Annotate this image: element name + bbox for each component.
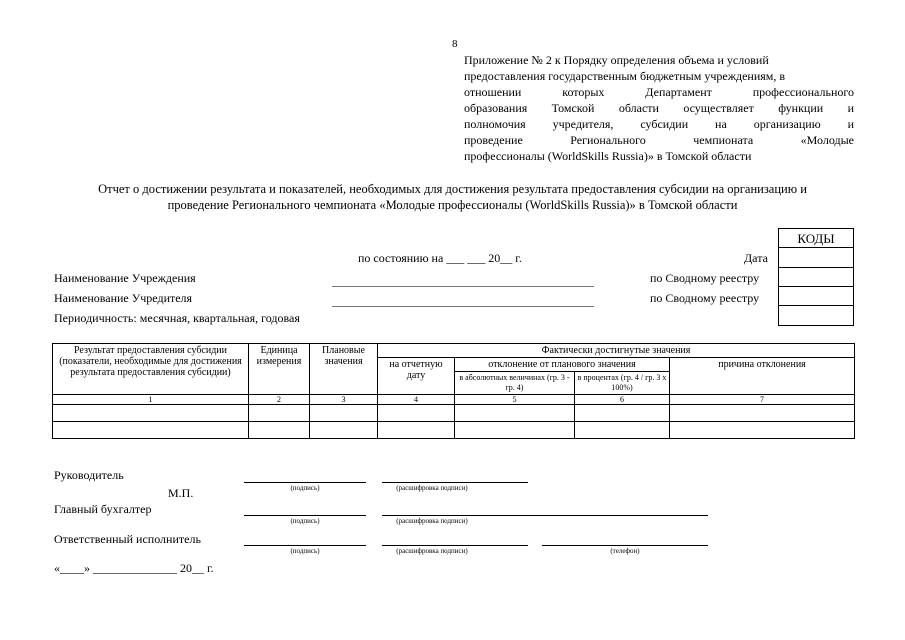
table-cell[interactable] xyxy=(455,422,575,439)
institution-label: Наименование Учреждения xyxy=(54,271,196,285)
appendix-header xyxy=(464,52,854,164)
decryption-caption: (расшифровка подписи) xyxy=(396,547,468,555)
header-deviation-abs: в абсолютных величинах (гр. 3 - гр. 4) xyxy=(455,372,575,395)
header-deviation-pct: в процентах (гр. 4 / гр. 3 х 100%) xyxy=(575,372,670,395)
column-numbers-row xyxy=(53,395,855,405)
appendix-line: образования Томской области осуществляет функции и xyxy=(464,101,854,115)
code-cell-date[interactable] xyxy=(778,247,854,268)
institution-field[interactable] xyxy=(332,286,594,287)
codes-header: КОДЫ xyxy=(778,228,854,248)
executor-phone-line[interactable] xyxy=(542,545,708,546)
executor-decryption-line[interactable] xyxy=(382,545,528,546)
decryption-caption: (расшифровка подписи) xyxy=(396,484,468,492)
table-cell[interactable] xyxy=(670,422,855,439)
accountant-decryption-line[interactable] xyxy=(382,515,708,516)
column-number: 6 xyxy=(575,395,670,405)
header-deviation: отклонение от планового значения xyxy=(455,358,670,372)
code-cell-periodicity[interactable] xyxy=(778,305,854,326)
appendix-line: профессионалы (WorldSkills Russia)» в Томской области xyxy=(464,149,752,163)
column-number: 3 xyxy=(310,395,378,405)
table-cell[interactable] xyxy=(53,422,249,439)
registry-label: по Сводному реестру xyxy=(650,291,760,305)
table-cell[interactable] xyxy=(455,405,575,422)
code-cell-institution[interactable] xyxy=(778,267,854,287)
signature-caption: (подпись) xyxy=(290,517,320,525)
signature-date: «____» ______________ 20__ г. xyxy=(54,561,214,575)
report-table xyxy=(52,343,855,439)
signature-caption: (подпись) xyxy=(290,547,320,555)
header-actual: Фактически достигнутые значения xyxy=(378,344,855,358)
table-cell[interactable] xyxy=(53,405,249,422)
table-cell[interactable] xyxy=(378,422,455,439)
stamp-label: М.П. xyxy=(168,486,194,500)
table-cell[interactable] xyxy=(378,405,455,422)
decryption-caption: (расшифровка подписи) xyxy=(396,517,468,525)
appendix-line: отношении которых Департамент профессионального xyxy=(464,85,854,99)
report-title xyxy=(40,181,865,213)
periodicity-label: Периодичность: месячная, квартальная, годовая xyxy=(54,311,300,325)
appendix-line: проведение Регионального чемпионата «Молодые xyxy=(464,133,854,147)
column-number: 2 xyxy=(249,395,310,405)
signature-caption: (подпись) xyxy=(290,484,320,492)
registry-label: по Сводному реестру xyxy=(650,271,760,285)
date-label: Дата xyxy=(744,251,768,265)
table-cell[interactable] xyxy=(575,422,670,439)
header-unit: Единица измерения xyxy=(249,344,310,395)
as-of-date: по состоянию на ___ ___ 20__ г. xyxy=(358,251,522,265)
phone-caption: (телефон) xyxy=(610,547,640,555)
head-label: Руководитель xyxy=(54,468,124,482)
column-number: 4 xyxy=(378,395,455,405)
accountant-signature-line[interactable] xyxy=(244,515,366,516)
executor-signature-line[interactable] xyxy=(244,545,366,546)
table-cell[interactable] xyxy=(249,405,310,422)
report-title-line: Отчет о достижении результата и показателей, необходимых для достижения результата предоставления субсидии на организацию и xyxy=(98,182,807,196)
page-number: 8 xyxy=(452,38,458,50)
table-cell[interactable] xyxy=(310,422,378,439)
codes-box xyxy=(778,228,854,326)
founder-field[interactable] xyxy=(332,306,594,307)
report-title-line: проведение Регионального чемпионата «Молодые профессионалы (WorldSkills Russia)» в Томской области xyxy=(167,198,738,212)
table-row xyxy=(53,405,855,422)
column-number: 5 xyxy=(455,395,575,405)
appendix-line: Приложение № 2 к Порядку определения объема и условий xyxy=(464,53,769,67)
table-row xyxy=(53,422,855,439)
chief-accountant-label: Главный бухгалтер xyxy=(54,502,152,516)
table-cell[interactable] xyxy=(249,422,310,439)
header-planned: Плановые значения xyxy=(310,344,378,395)
appendix-line: предоставления государственным бюджетным учреждениям, в xyxy=(464,69,786,83)
column-number: 1 xyxy=(53,395,249,405)
header-reason: причина отклонения xyxy=(670,358,855,395)
header-result: Результат предоставления субсидии (показатели, необходимые для достижения результата предоставления субсидии) xyxy=(53,344,249,395)
table-cell[interactable] xyxy=(575,405,670,422)
head-signature-line[interactable] xyxy=(244,482,366,483)
founder-label: Наименование Учредителя xyxy=(54,291,193,305)
executor-label: Ответственный исполнитель xyxy=(54,532,201,546)
appendix-line: полномочия учредителя, субсидии на организацию и xyxy=(464,117,854,131)
head-decryption-line[interactable] xyxy=(382,482,528,483)
table-cell[interactable] xyxy=(670,405,855,422)
column-number: 7 xyxy=(670,395,855,405)
code-cell-founder[interactable] xyxy=(778,286,854,306)
header-reporting-date: на отчетную дату xyxy=(378,358,455,395)
table-cell[interactable] xyxy=(310,405,378,422)
